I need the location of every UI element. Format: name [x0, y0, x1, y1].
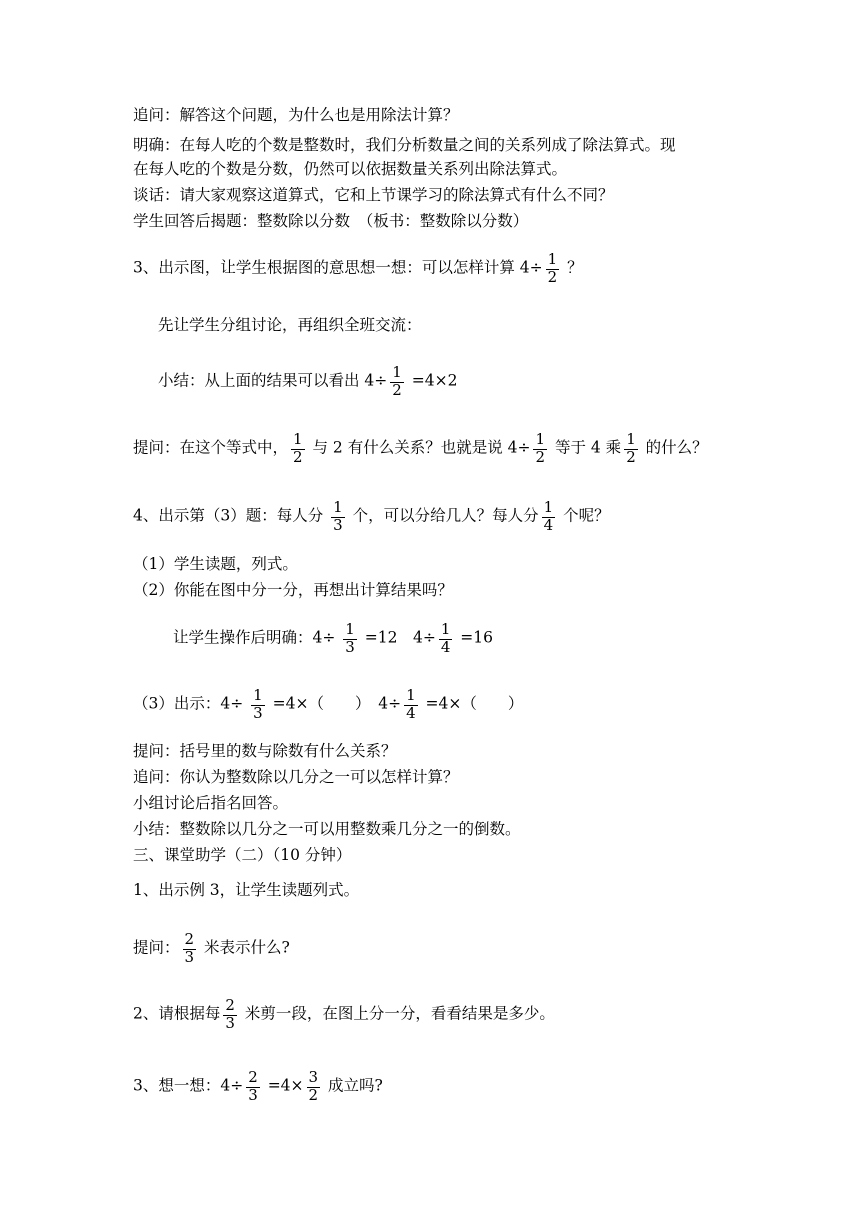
- text-line: 追问：解答这个问题，为什么也是用除法计算？: [133, 106, 459, 124]
- text-line: [173, 622, 493, 655]
- text-line: 追问：你认为整数除以几分之一可以怎样计算？: [133, 768, 459, 786]
- fraction: [343, 622, 357, 655]
- text-line: [133, 932, 290, 965]
- denominator: 3: [333, 516, 343, 534]
- text-line: 明确：在每人吃的个数是整数时，我们分析数量之间的关系列成了除法算式。现: [133, 136, 676, 154]
- text-segment: 个呢？: [558, 506, 610, 525]
- text-segment: （3）出示：4÷: [133, 694, 249, 713]
- text-line: 小结：整数除以几分之一可以用整数乘几分之一的倒数。: [133, 820, 521, 838]
- text-segment: =4×2: [406, 371, 458, 390]
- text-segment: 个，可以分给几人？每人分: [347, 506, 539, 525]
- fraction: [542, 500, 556, 533]
- text-line: [133, 432, 708, 465]
- text-segment: 米表示什么?: [199, 938, 290, 957]
- denominator: 4: [543, 516, 554, 534]
- text-segment: 成立吗?: [323, 1076, 383, 1095]
- fraction: [404, 688, 418, 721]
- numerator: 1: [543, 498, 554, 516]
- denominator: 4: [440, 638, 451, 656]
- text-line: [133, 252, 583, 285]
- numerator: 2: [225, 996, 235, 1014]
- denominator: 2: [626, 448, 636, 466]
- numerator: 1: [392, 363, 402, 381]
- numerator: 1: [535, 430, 546, 448]
- text-segment: 提问：: [133, 938, 180, 957]
- text-segment: 米剪一段，在图上分一分，看看结果是多少。: [239, 1004, 555, 1023]
- text-line: （2）你能在图中分一分，再想出计算结果吗？: [133, 581, 453, 599]
- text-line: [158, 365, 457, 398]
- text-line: 提问：括号里的数与除数有什么关系？: [133, 742, 397, 760]
- denominator: 3: [253, 704, 263, 722]
- text-segment: 与 2 有什么关系？也就是说 4÷: [307, 438, 531, 457]
- text-segment: =12 4÷: [359, 628, 436, 647]
- fraction: [223, 998, 237, 1031]
- fraction: [546, 252, 560, 285]
- text-line: （1）学生读题，列式。: [133, 555, 298, 573]
- fraction: [291, 432, 305, 465]
- denominator: 3: [184, 948, 195, 966]
- section-heading: 三、课堂助学（二）（10 分钟）: [133, 846, 352, 864]
- fraction: [331, 500, 345, 533]
- fraction: [439, 622, 453, 655]
- text-line: [133, 998, 555, 1031]
- text-line: 学生回答后揭题：整数除以分数 （板书：整数除以分数）: [133, 212, 529, 230]
- text-segment: 3、想一想：4÷: [133, 1076, 244, 1095]
- text-segment: 2、请根据每: [133, 1004, 221, 1023]
- text-segment: ？: [562, 258, 583, 277]
- fraction: [307, 1070, 321, 1103]
- numerator: 3: [308, 1068, 319, 1086]
- fraction: [624, 432, 638, 465]
- denominator: 2: [392, 381, 402, 399]
- fraction: [251, 688, 265, 721]
- text-segment: =4×（ ）: [420, 694, 524, 713]
- denominator: 3: [345, 638, 355, 656]
- text-line: 在每人吃的个数是分数，仍然可以依据数量关系列出除法算式。: [133, 160, 568, 178]
- text-line: 先让学生分组讨论，再组织全班交流：: [158, 316, 422, 334]
- text-line: [133, 1070, 383, 1103]
- denominator: 2: [308, 1086, 319, 1104]
- denominator: 2: [535, 448, 546, 466]
- text-segment: =4×: [262, 1076, 304, 1095]
- fraction: [183, 932, 197, 965]
- text-segment: 提问：在这个等式中，: [133, 438, 289, 457]
- text-segment: 4、出示第（3）题：每人分: [133, 506, 329, 525]
- text-segment: =4×（ ） 4÷: [267, 694, 402, 713]
- denominator: 2: [547, 268, 558, 286]
- text-line: 1、出示例 3，让学生读题列式。: [133, 881, 360, 899]
- denominator: 4: [406, 704, 416, 722]
- numerator: 1: [626, 430, 636, 448]
- denominator: 2: [293, 448, 303, 466]
- text-segment: 小结：从上面的结果可以看出 4÷: [158, 371, 388, 390]
- denominator: 3: [248, 1086, 258, 1104]
- text-segment: 让学生操作后明确：4÷: [173, 628, 341, 647]
- numerator: 1: [333, 498, 343, 516]
- numerator: 1: [406, 686, 416, 704]
- fraction: [390, 365, 404, 398]
- text-segment: 等于 4 乘: [550, 438, 622, 457]
- numerator: 1: [253, 686, 263, 704]
- text-line: 小组讨论后指名回答。: [133, 794, 289, 812]
- numerator: 2: [184, 930, 195, 948]
- text-line: [133, 688, 523, 721]
- numerator: 1: [293, 430, 303, 448]
- fraction: [246, 1070, 260, 1103]
- numerator: 1: [440, 620, 451, 638]
- numerator: 2: [248, 1068, 258, 1086]
- numerator: 1: [547, 250, 558, 268]
- fraction: [533, 432, 547, 465]
- text-line: 谈话：请大家观察这道算式，它和上节课学习的除法算式有什么不同？: [133, 186, 614, 204]
- text-line: [133, 500, 610, 533]
- denominator: 3: [225, 1014, 235, 1032]
- text-segment: =16: [455, 628, 494, 647]
- numerator: 1: [345, 620, 355, 638]
- text-segment: 3、出示图，让学生根据图的意思想一想：可以怎样计算 4÷: [133, 258, 543, 277]
- text-segment: 的什么？: [640, 438, 708, 457]
